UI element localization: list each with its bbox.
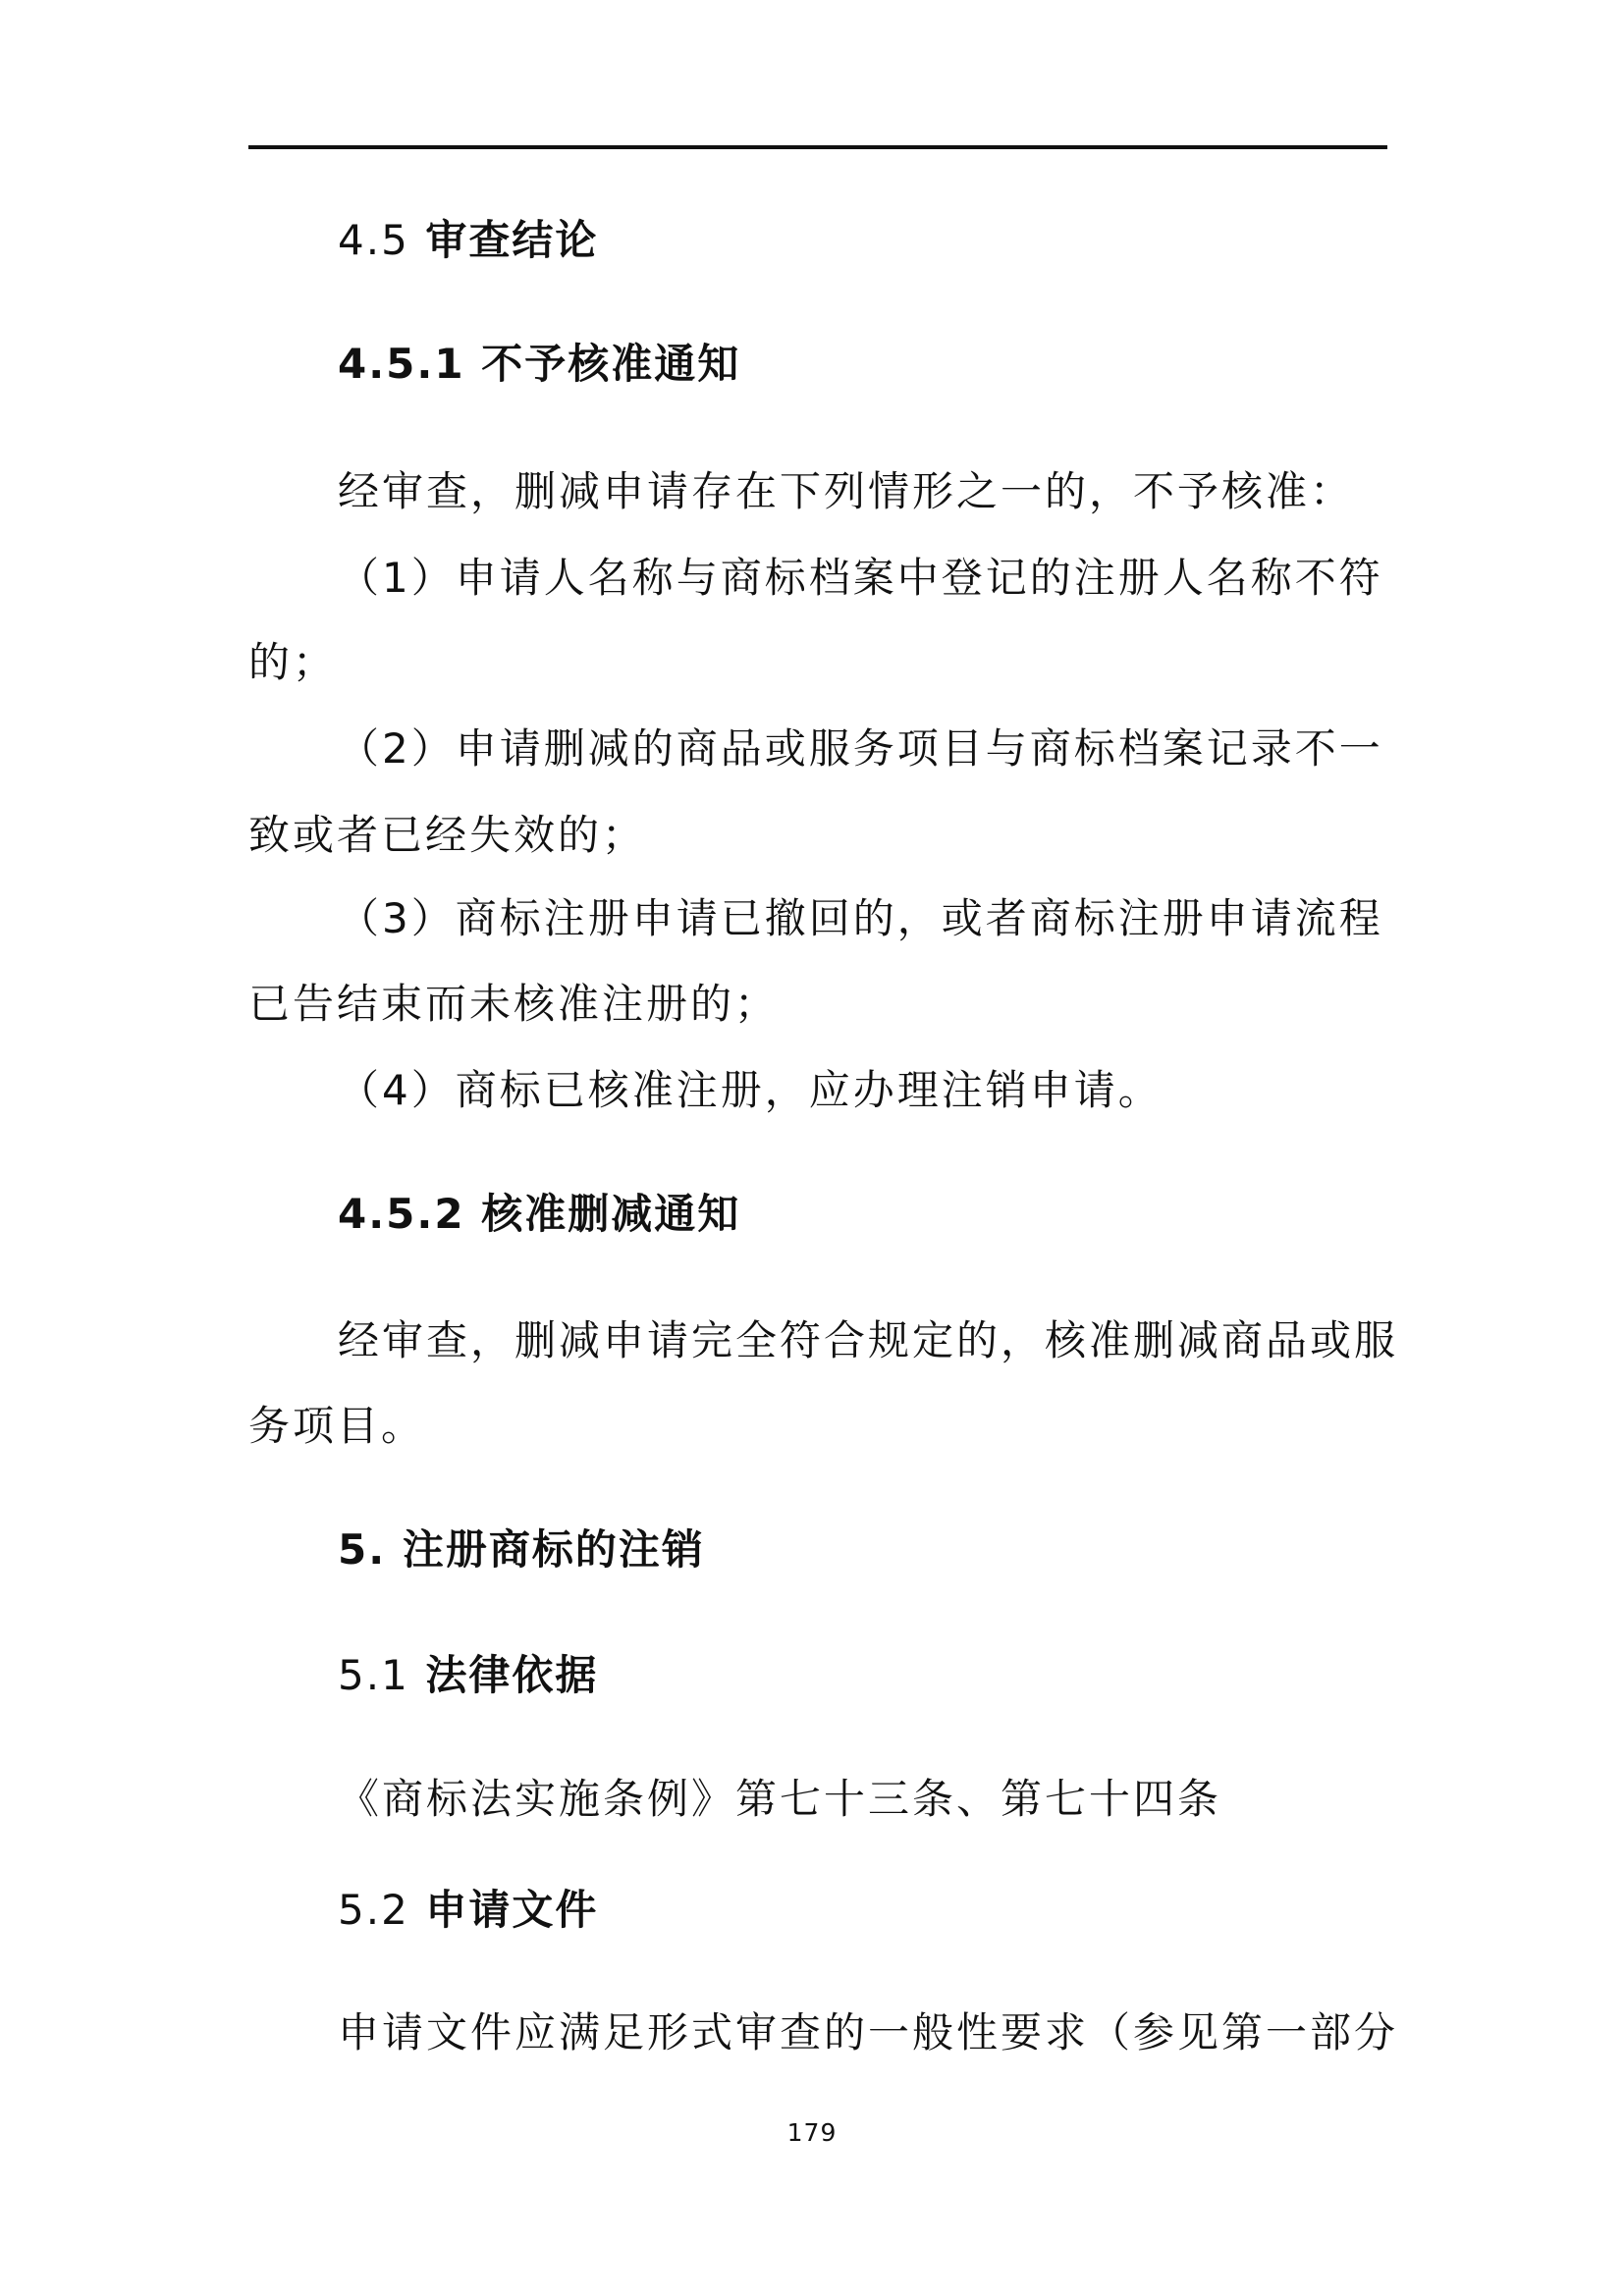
heading-4-5-2 xyxy=(338,1190,741,1238)
paragraph-approve-line-2: 务项目。 xyxy=(248,1402,426,1450)
list-item-1-line-1: （1）申请人名称与商标档案中登记的注册人名称不符 xyxy=(338,554,1383,602)
heading-5-2-title: 申请文件 xyxy=(425,1886,599,1934)
page-number: 179 xyxy=(786,2118,838,2147)
heading-5-2-number: 5.2 xyxy=(338,1886,409,1934)
heading-5-title: 注册商标的注销 xyxy=(402,1525,705,1574)
heading-5-1-title: 法律依据 xyxy=(425,1651,599,1699)
heading-4-5-2-number: 4.5.2 xyxy=(338,1190,465,1238)
heading-4-5 xyxy=(338,216,599,264)
heading-5-1-number: 5.1 xyxy=(338,1651,409,1699)
paragraph-application-docs: 申请文件应满足形式审查的一般性要求（参见第一部分 xyxy=(338,2008,1399,2056)
heading-5-number: 5. xyxy=(338,1525,387,1574)
paragraph-legal-basis: 《商标法实施条例》第七十三条、第七十四条 xyxy=(338,1775,1222,1823)
list-item-4-line-1: （4）商标已核准注册，应办理注销申请。 xyxy=(338,1066,1163,1114)
heading-5 xyxy=(338,1525,705,1574)
list-item-3-line-1: （3）商标注册申请已撤回的，或者商标注册申请流程 xyxy=(338,894,1383,942)
list-item-1-line-2: 的； xyxy=(248,638,338,686)
paragraph-reject-intro: 经审查，删减申请存在下列情形之一的，不予核准： xyxy=(338,467,1355,515)
heading-4-5-1-title: 不予核准通知 xyxy=(481,340,741,388)
paragraph-approve-line-1: 经审查，删减申请完全符合规定的，核准删减商品或服 xyxy=(338,1316,1399,1364)
heading-4-5-1 xyxy=(338,340,741,388)
list-item-2-line-1: （2）申请删减的商品或服务项目与商标档案记录不一 xyxy=(338,724,1383,773)
heading-5-2 xyxy=(338,1886,599,1934)
list-item-2-line-2: 致或者已经失效的； xyxy=(248,811,647,859)
heading-4-5-title: 审查结论 xyxy=(425,216,599,264)
heading-5-1 xyxy=(338,1651,599,1699)
heading-4-5-number: 4.5 xyxy=(338,216,409,264)
list-item-3-line-2: 已告结束而未核准注册的； xyxy=(248,980,780,1028)
header-rule xyxy=(248,145,1387,149)
heading-4-5-1-number: 4.5.1 xyxy=(338,340,465,388)
heading-4-5-2-title: 核准删减通知 xyxy=(481,1190,741,1238)
